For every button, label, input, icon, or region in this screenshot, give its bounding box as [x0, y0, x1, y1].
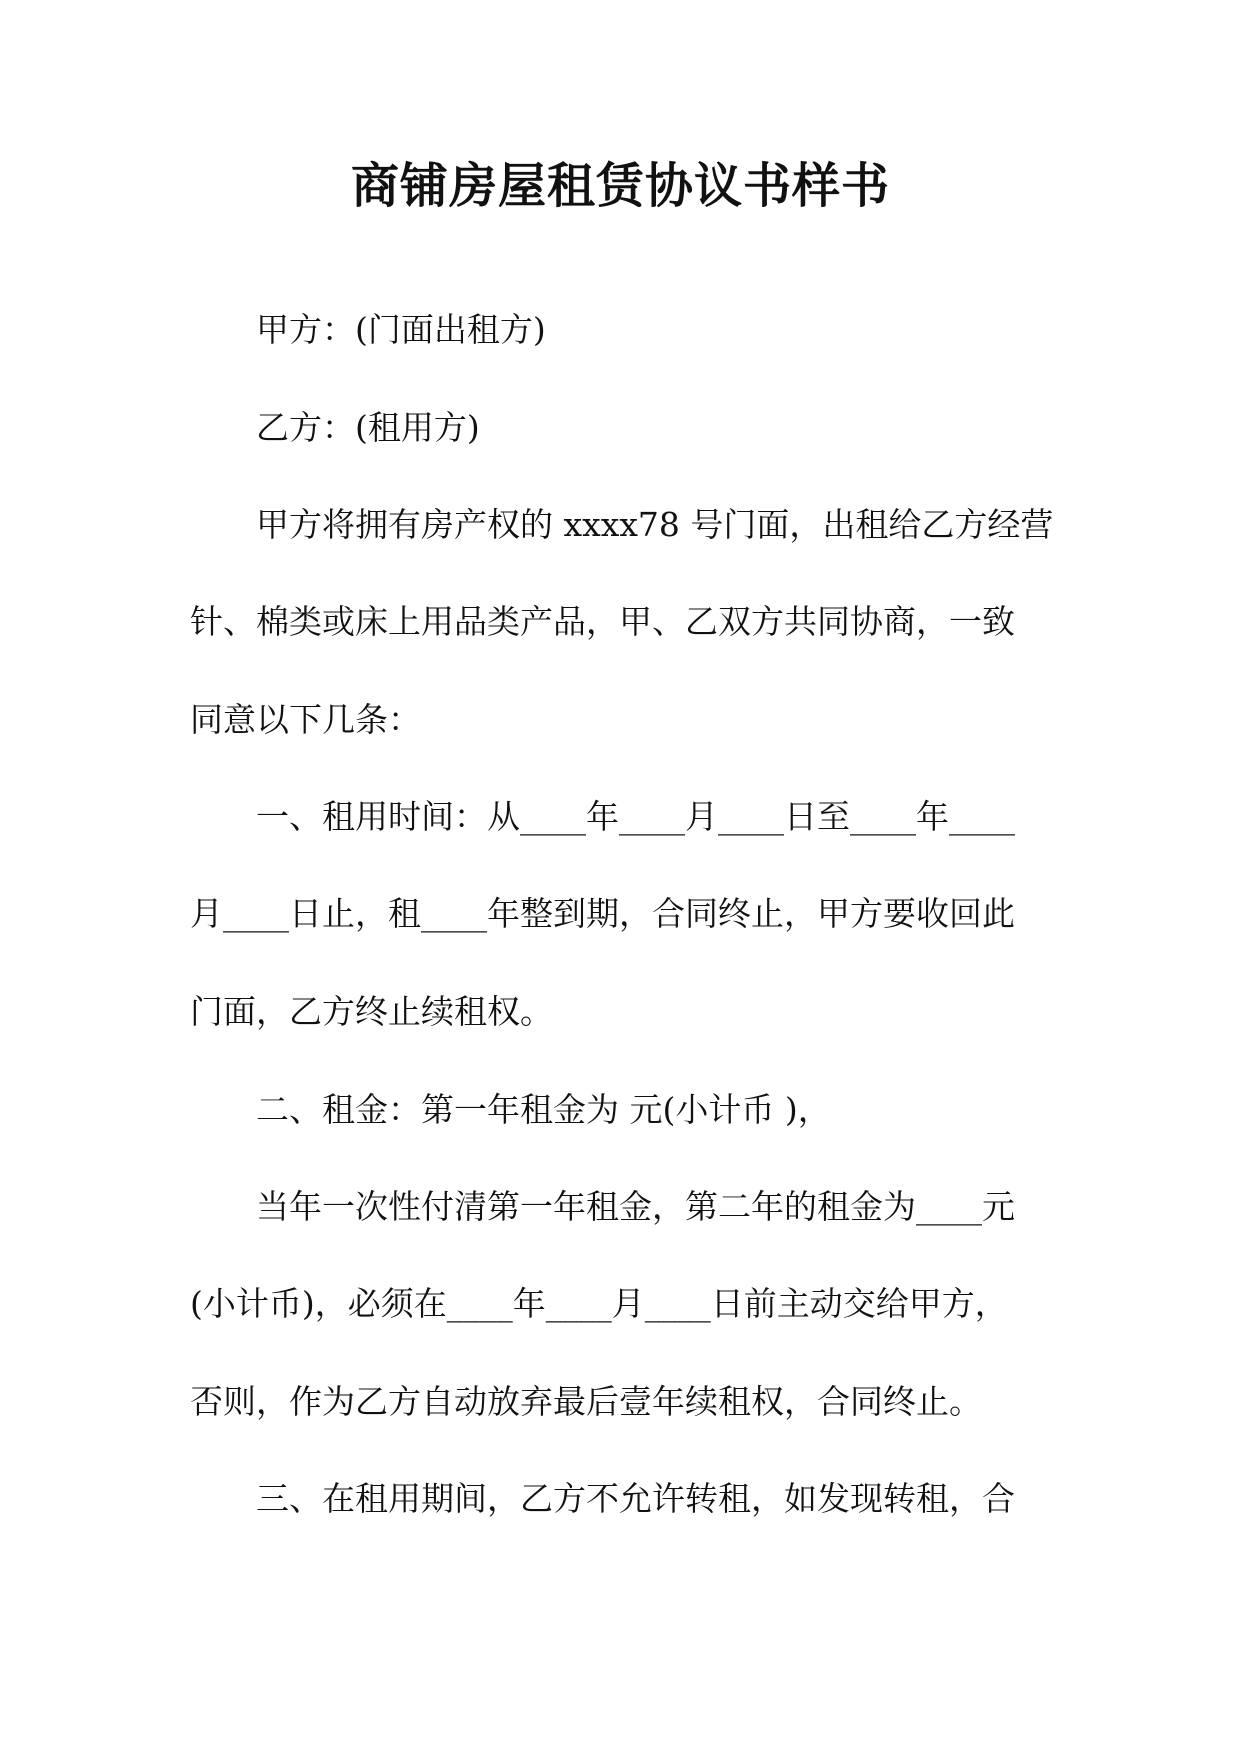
clause-one-line: 月____日止，租____年整到期，合同终止，甲方要收回此 [190, 894, 1015, 933]
document-title: 商铺房屋租赁协议书样书 [350, 158, 890, 214]
clause-two-line: (小计币)，必须在____年____月____日前主动交给甲方， [190, 1284, 1008, 1323]
paragraph-line: 甲方将拥有房产权的 xxxx78 号门面，出租给乙方经营 [256, 505, 1054, 544]
clause-three-line: 三、在租用期间，乙方不允许转租，如发现转租，合 [256, 1479, 1015, 1518]
clause-one-line: 一、租用时间：从____年____月____日至____年____ [256, 797, 1015, 836]
clause-one-line: 门面，乙方终止续租权。 [190, 992, 553, 1031]
party-a-line: 甲方：(门面出租方) [256, 310, 546, 349]
paragraph-line: 同意以下几条： [190, 700, 421, 739]
clause-two-line: 当年一次性付清第一年租金，第二年的租金为____元 [256, 1187, 1015, 1226]
clause-two-line: 二、租金：第一年租金为 元(小计币 )， [256, 1090, 831, 1129]
paragraph-line: 针、棉类或床上用品类产品，甲、乙双方共同协商，一致 [190, 602, 1015, 641]
party-b-line: 乙方：(租用方) [256, 408, 480, 447]
clause-two-line: 否则，作为乙方自动放弃最后壹年续租权，合同终止。 [190, 1382, 982, 1421]
